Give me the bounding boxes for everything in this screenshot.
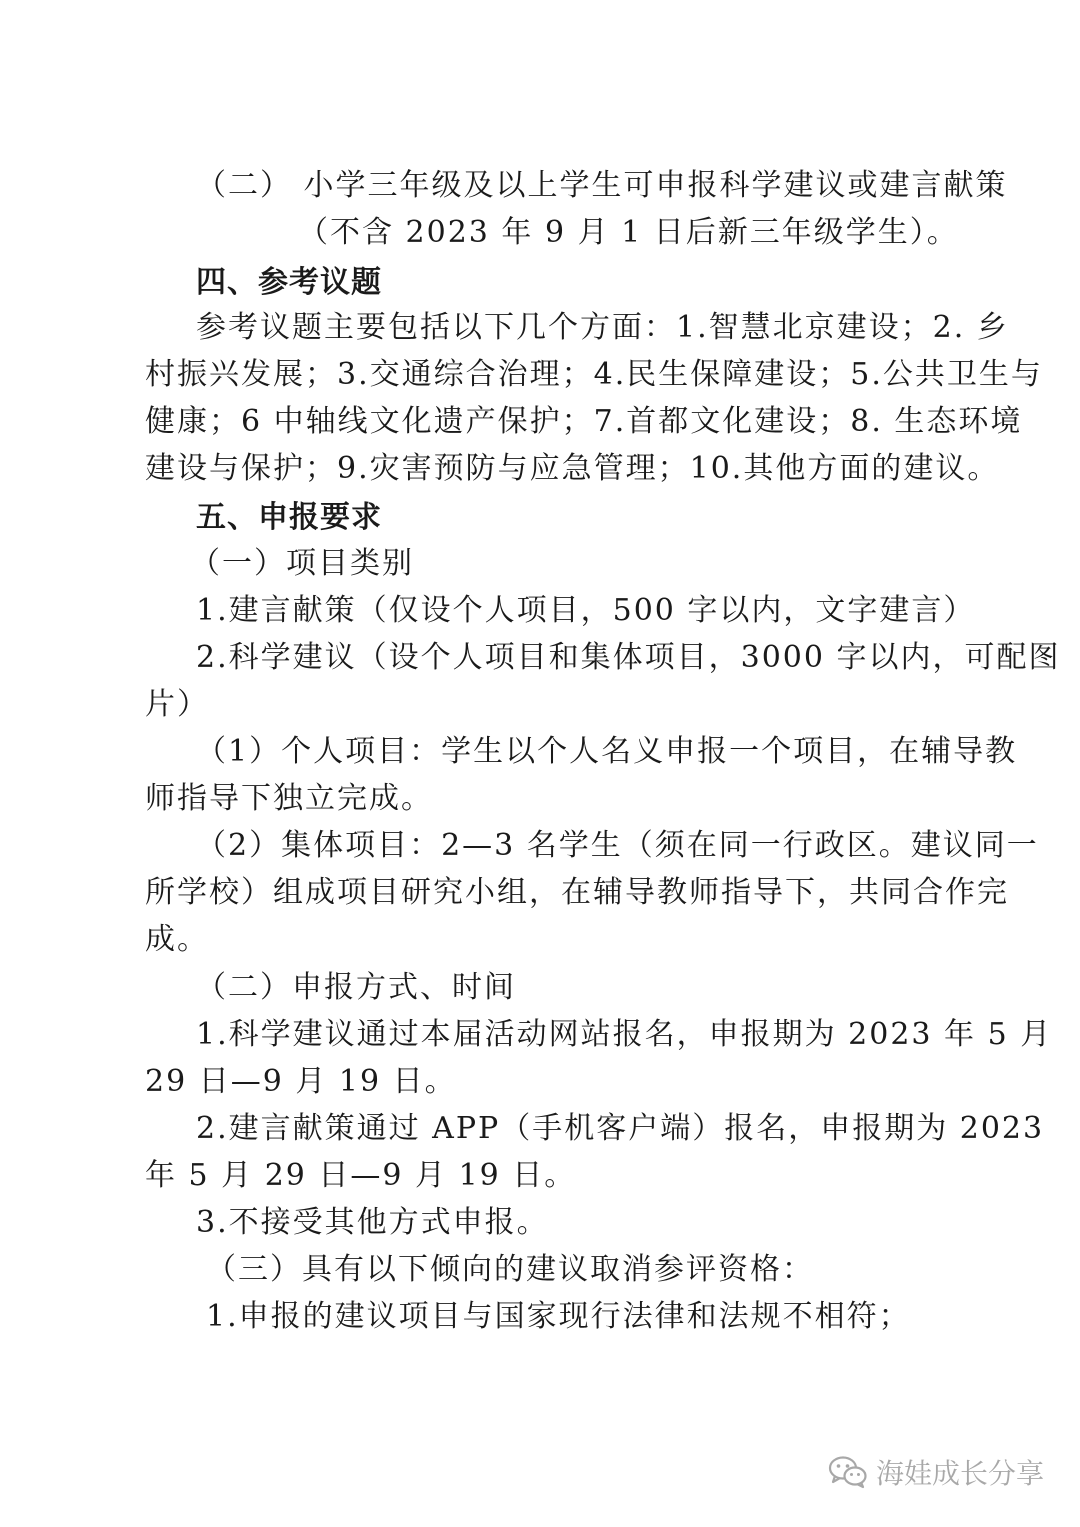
text-line: （不含 2023 年 9 月 1 日后新三年级学生）。: [298, 215, 959, 250]
text-line: 3.不接受其他方式申报。: [196, 1205, 549, 1240]
wechat-icon: [828, 1455, 868, 1489]
section-heading: 四、参考议题: [196, 265, 382, 300]
text-line: （二） 小学三年级及以上学生可申报科学建议或建言献策: [196, 168, 1008, 203]
text-line: 2.科学建议（设个人项目和集体项目，3000 字以内，可配图: [196, 640, 1061, 675]
text-line: （二）申报方式、时间: [196, 970, 516, 1005]
text-line: 1.申报的建议项目与国家现行法律和法规不相符；: [206, 1299, 911, 1334]
text-line: 健康；6 中轴线文化遗产保护；7.首都文化建设；8. 生态环境: [145, 404, 1023, 439]
text-line: 师指导下独立完成。: [145, 781, 433, 816]
text-line: 成。: [145, 922, 209, 957]
text-line: 1.建言献策（仅设个人项目，500 字以内，文字建言）: [196, 593, 976, 628]
text-line: 2.建言献策通过 APP（手机客户端）报名，申报期为 2023: [196, 1111, 1045, 1146]
text-line: 村振兴发展；3.交通综合治理；4.民生保障建设；5.公共卫生与: [145, 357, 1043, 392]
text-line: （一）项目类别: [190, 546, 414, 581]
text-line: 片）: [145, 687, 209, 722]
text-line: 1.科学建议通过本届活动网站报名，申报期为 2023 年 5 月: [196, 1017, 1053, 1052]
text-line: （2）集体项目：2—3 名学生（须在同一行政区。建议同一: [196, 828, 1039, 863]
watermark-text: 海娃成长分享: [875, 1457, 1044, 1490]
text-line: （三）具有以下倾向的建议取消参评资格：: [206, 1252, 814, 1287]
text-line: 所学校）组成项目研究小组，在辅导教师指导下，共同合作完: [145, 875, 1009, 910]
text-line: 29 日—9 月 19 日。: [145, 1064, 457, 1099]
watermark: [828, 1452, 1044, 1492]
text-line: （1）个人项目：学生以个人名义申报一个项目，在辅导教: [196, 734, 1018, 769]
text-line: 建设与保护；9.灾害预防与应急管理；10.其他方面的建议。: [145, 451, 1000, 486]
text-line: 参考议题主要包括以下几个方面：1.智慧北京建设；2. 乡: [196, 310, 1009, 345]
section-heading: 五、申报要求: [196, 500, 382, 535]
text-line: 年 5 月 29 日—9 月 19 日。: [145, 1158, 577, 1193]
